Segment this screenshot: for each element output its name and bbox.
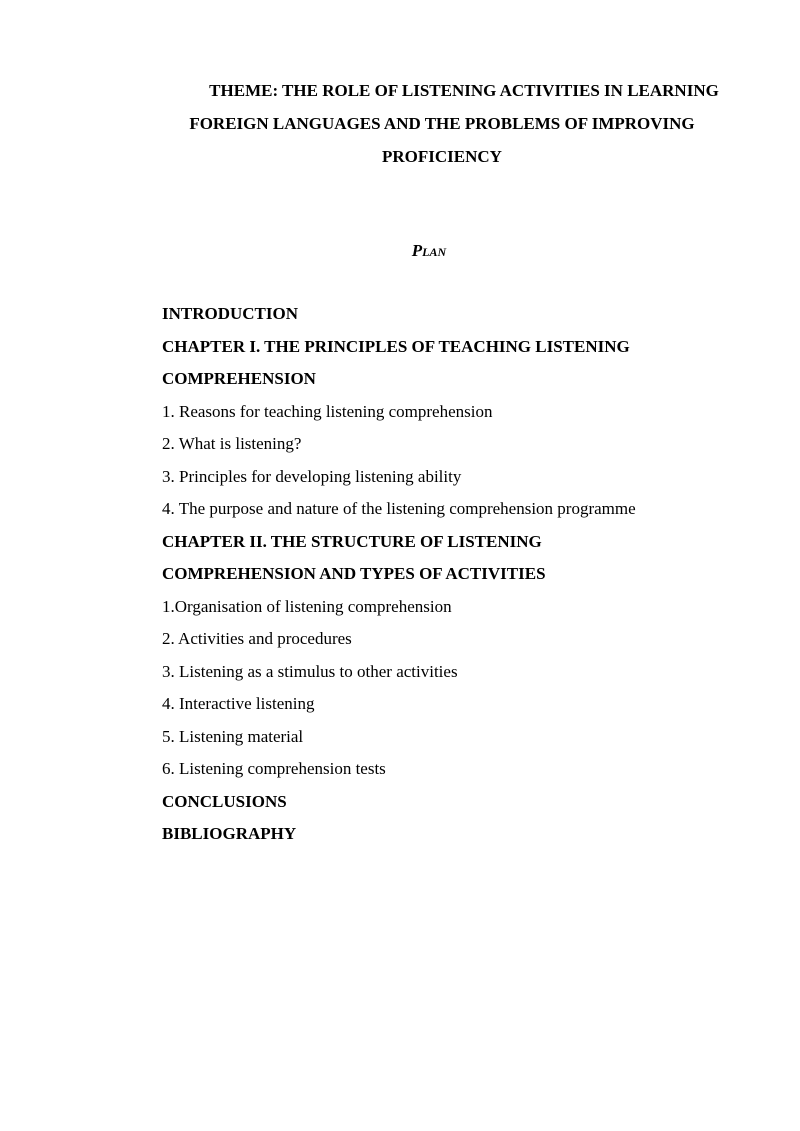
toc-chapter-1-title: CHAPTER I. THE PRINCIPLES OF TEACHING LISTENING [162, 336, 630, 356]
toc-item: 4. Interactive listening [162, 694, 315, 713]
toc-conclusions: CONCLUSIONS [162, 791, 287, 811]
title-line-3: PROFICIENCY [382, 147, 502, 166]
toc-bibliography: BIBLIOGRAPHY [162, 824, 297, 843]
toc-item: 3. Listening as a stimulus to other activities [162, 661, 458, 681]
toc-chapter-2-title: CHAPTER II. THE STRUCTURE OF LISTENING [162, 531, 542, 551]
plan-heading: Plan [411, 241, 447, 260]
toc-item: 6. Listening comprehension tests [162, 759, 386, 778]
title-line-1: THEME: THE ROLE OF LISTENING ACTIVITIES IN LEARNING [209, 81, 719, 100]
toc-item: 5. Listening material [162, 726, 304, 746]
toc-introduction: INTRODUCTION [162, 304, 299, 323]
toc-item: 3. Principles for developing listening ability [162, 466, 462, 486]
toc-item: 2. What is listening? [162, 434, 302, 453]
toc-item: 2. Activities and procedures [162, 629, 352, 648]
table-of-contents [162, 298, 762, 851]
document-title [140, 74, 744, 173]
title-line-2: FOREIGN LANGUAGES AND THE PROBLEMS OF IMPROVING [189, 114, 695, 133]
toc-item: 1. Reasons for teaching listening comprehension [162, 401, 493, 421]
toc-chapter-2-title-cont: COMPREHENSION AND TYPES OF ACTIVITIES [162, 564, 546, 583]
toc-item: 1.Organisation of listening comprehension [162, 596, 452, 616]
toc-item: 4. The purpose and nature of the listening comprehension programme [162, 499, 636, 518]
toc-chapter-1-title-cont: COMPREHENSION [162, 369, 316, 388]
